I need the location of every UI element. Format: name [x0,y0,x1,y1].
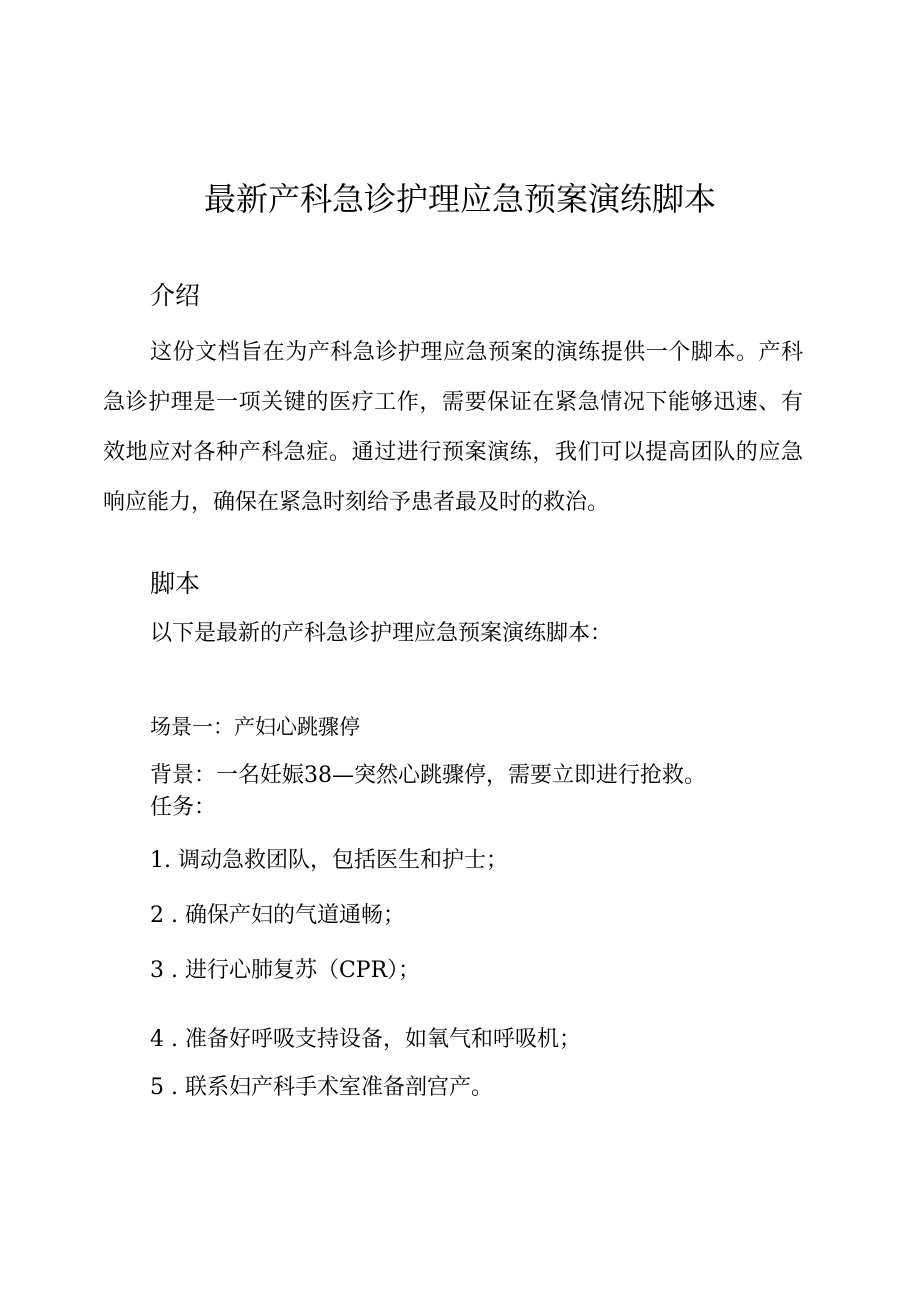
task-item-1: 1. 调动急救团队，包括医生和护士； [150,848,508,873]
task-item-3: 3 . 进行心肺复苏（CPR）； [150,958,421,983]
scene1-heading: 场景一：产妇心跳骤停 [150,715,360,739]
script-lead: 以下是最新的产科急诊护理应急预案演练脚本： [150,621,613,646]
scene1-task-label: 任务： [150,795,217,820]
document-title: 最新产科急诊护理应急预案演练脚本 [203,180,716,218]
task-item-5: 5 . 联系妇产科手术室准备剖宫产。 [150,1075,493,1100]
script-heading: 脚本 [150,569,201,598]
task-item-4: 4 . 准备好呼吸支持设备，如氧气和呼吸机； [150,1027,581,1052]
scene1-background: 背景：一名妊娠38—突然心跳骤停，需要立即进行抢救。 [150,763,706,788]
intro-paragraph: 这份文档旨在为产科急诊护理应急预案的演练提供一个脚本。产科急诊护理是一项关键的医疗工作，需要保证在紧急情况下能够迅速、有效地应对各种产科急症。通过进行预案演练，我们可以提高团队的应急响应能力，确保在紧急时刻给予患者最及时的救治。 [103,340,803,515]
intro-heading: 介绍 [150,281,201,310]
task-item-2: 2 . 确保产妇的气道通畅； [150,903,405,928]
